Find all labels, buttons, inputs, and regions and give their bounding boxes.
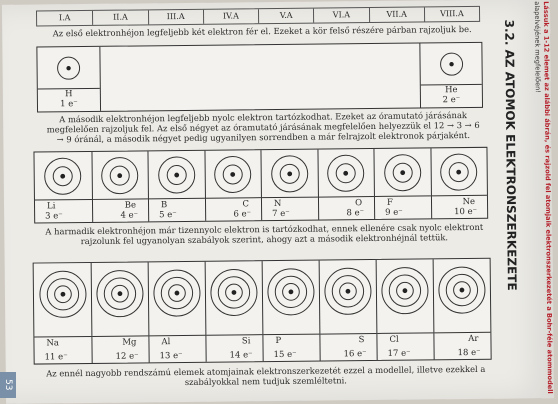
- group-header-row: [36, 6, 480, 27]
- group-header: VI.A: [313, 8, 368, 23]
- element-cell-O: [317, 149, 374, 220]
- bohr-model-icon: [152, 268, 203, 319]
- group-header: IV.A: [203, 9, 258, 24]
- element-cell-B: [147, 151, 204, 222]
- electron-count: 6 e⁻: [233, 209, 252, 220]
- element-symbol: H: [65, 89, 73, 100]
- electron-count: 10 e⁻: [454, 206, 478, 218]
- bohr-model-icon: [55, 55, 81, 81]
- element-symbol: Cl: [389, 334, 399, 345]
- group-header: II.A: [92, 10, 147, 25]
- electron-count: 7 e⁻: [272, 208, 290, 220]
- bohr-model-icon: [380, 265, 431, 316]
- element-symbol: S: [358, 335, 365, 346]
- bohr-model-icon: [37, 269, 88, 320]
- element-cell-P: [262, 261, 320, 362]
- bohr-model-icon: [438, 51, 464, 77]
- third-shell-paragraph: A harmadik elektronhéjon már tizennyolc elektron is tartózkodhat, ennek ellenére csak nyolc elektront rajzolunk fel ugyanolyan szabályok szerint, ahogy azt a második elektronhéjnál tettük.: [45, 221, 484, 247]
- element-cell-Ar: [433, 259, 491, 360]
- electron-count: 13 e⁻: [159, 351, 183, 362]
- bohr-model-icon: [100, 155, 140, 195]
- electron-count: 2 e⁻: [442, 95, 461, 106]
- element-cell-Si: [205, 261, 263, 362]
- element-cell-Mg: [91, 262, 149, 363]
- page-number: 53: [0, 372, 16, 398]
- element-cell-Cl: [376, 259, 434, 360]
- element-cell-Na: [34, 263, 92, 364]
- element-cell-Li: [34, 152, 91, 223]
- element-symbol: Be: [124, 200, 137, 211]
- bohr-model-icon: [156, 155, 196, 195]
- electron-count: 16 e⁻: [343, 349, 367, 360]
- element-cell-S: [319, 260, 377, 361]
- bohr-model-icon: [209, 267, 260, 318]
- element-symbol: B: [160, 200, 168, 211]
- bohr-model-icon: [439, 152, 479, 192]
- electron-count: 11 e⁻: [44, 352, 68, 363]
- element-cell-He: [419, 43, 482, 108]
- electron-count: 5 e⁻: [159, 210, 177, 221]
- element-symbol: N: [273, 198, 282, 210]
- element-symbol: F: [386, 197, 393, 208]
- element-symbol: Na: [46, 338, 60, 349]
- element-symbol: C: [242, 199, 250, 210]
- bohr-model-icon: [43, 156, 83, 196]
- element-symbol: Ne: [462, 196, 476, 208]
- element-cell-Ne: [430, 148, 487, 219]
- element-cell-N: [260, 150, 317, 221]
- bohr-model-icon: [437, 265, 488, 316]
- element-cell-Al: [148, 262, 206, 363]
- element-symbol: Si: [241, 336, 251, 347]
- bohr-model-icon: [382, 152, 422, 192]
- element-cell-H: [37, 47, 100, 112]
- electron-count: 17 e⁻: [387, 348, 411, 359]
- group-header: III.A: [147, 10, 202, 25]
- group-header: V.A: [258, 9, 313, 24]
- element-symbol: Ar: [468, 333, 479, 345]
- period-3-row: [33, 258, 492, 365]
- intro-paragraph: Az első elektronhéjon legfeljebb két elektron fér el. Ezeket a kör felső részére párban rajzoljuk be.: [52, 23, 472, 39]
- group-header: VII.A: [368, 7, 423, 22]
- element-symbol: He: [445, 85, 458, 96]
- electron-count: 15 e⁻: [273, 349, 297, 361]
- element-symbol: O: [355, 198, 363, 209]
- bohr-model-icon: [95, 268, 146, 319]
- bohr-model-icon: [326, 153, 366, 193]
- electron-count: 18 e⁻: [457, 347, 481, 359]
- bohr-model-icon: [266, 267, 317, 318]
- task-instruction: [520, 1, 554, 397]
- second-shell-paragraph: A második elektronhéjon legfeljebb nyolc elektron tartózkodhat. Ezeket az óramutató járásának megfelelően rajzoljuk fel. Az első négyet az óramutató járásának megfelelően helyezzük el 12 → 3 → 6 → 9 óránál, a második négyet pedig ugyanilyen sorrendben a már felrajzolt elektronok párjaként.: [46, 110, 480, 145]
- element-symbol: Al: [161, 337, 171, 348]
- textbook-page: [2, 0, 554, 404]
- electron-count: 1 e⁻: [60, 99, 78, 110]
- element-symbol: Mg: [122, 337, 137, 348]
- element-cell-Be: [91, 151, 148, 222]
- outro-paragraph: Az ennél nagyobb rendszámú elemek atomjainak elektronszerkezetét ezzel a modellel, illetve ezekkel a szabályokkal nem tudjuk szemléltetni.: [46, 363, 486, 387]
- chapter-title: 3.2. AZ ATOMOK ELEKTRONSZERKEZETE: [502, 19, 519, 291]
- bohr-model-icon: [269, 154, 309, 194]
- group-header: VIII.A: [424, 7, 479, 22]
- electron-count: 4 e⁻: [120, 210, 139, 221]
- bohr-model-icon: [213, 154, 253, 194]
- electron-count: 3 e⁻: [45, 211, 63, 222]
- period-2-row: [33, 147, 488, 224]
- electron-count: 12 e⁻: [115, 351, 139, 362]
- empty-cell: [99, 44, 420, 111]
- element-cell-F: [373, 148, 430, 219]
- task-instruction-black: alapelvéjének megfelelően!: [532, 1, 542, 93]
- element-cell-C: [204, 150, 261, 221]
- group-header: I.A: [58, 13, 71, 23]
- element-symbol: Li: [46, 201, 56, 212]
- task-instruction-red: Lássuk a 1-12 elemet az alábbi ábrán, és rajzold fel atomjaik elektronszerkezetét a Bohr-féle atommodell: [541, 1, 555, 394]
- electron-count: 8 e⁻: [346, 208, 365, 219]
- electron-count: 14 e⁻: [229, 350, 253, 361]
- bohr-model-icon: [323, 266, 374, 317]
- element-symbol: P: [275, 335, 282, 347]
- period-1-row: [36, 42, 483, 113]
- electron-count: 9 e⁻: [385, 207, 403, 218]
